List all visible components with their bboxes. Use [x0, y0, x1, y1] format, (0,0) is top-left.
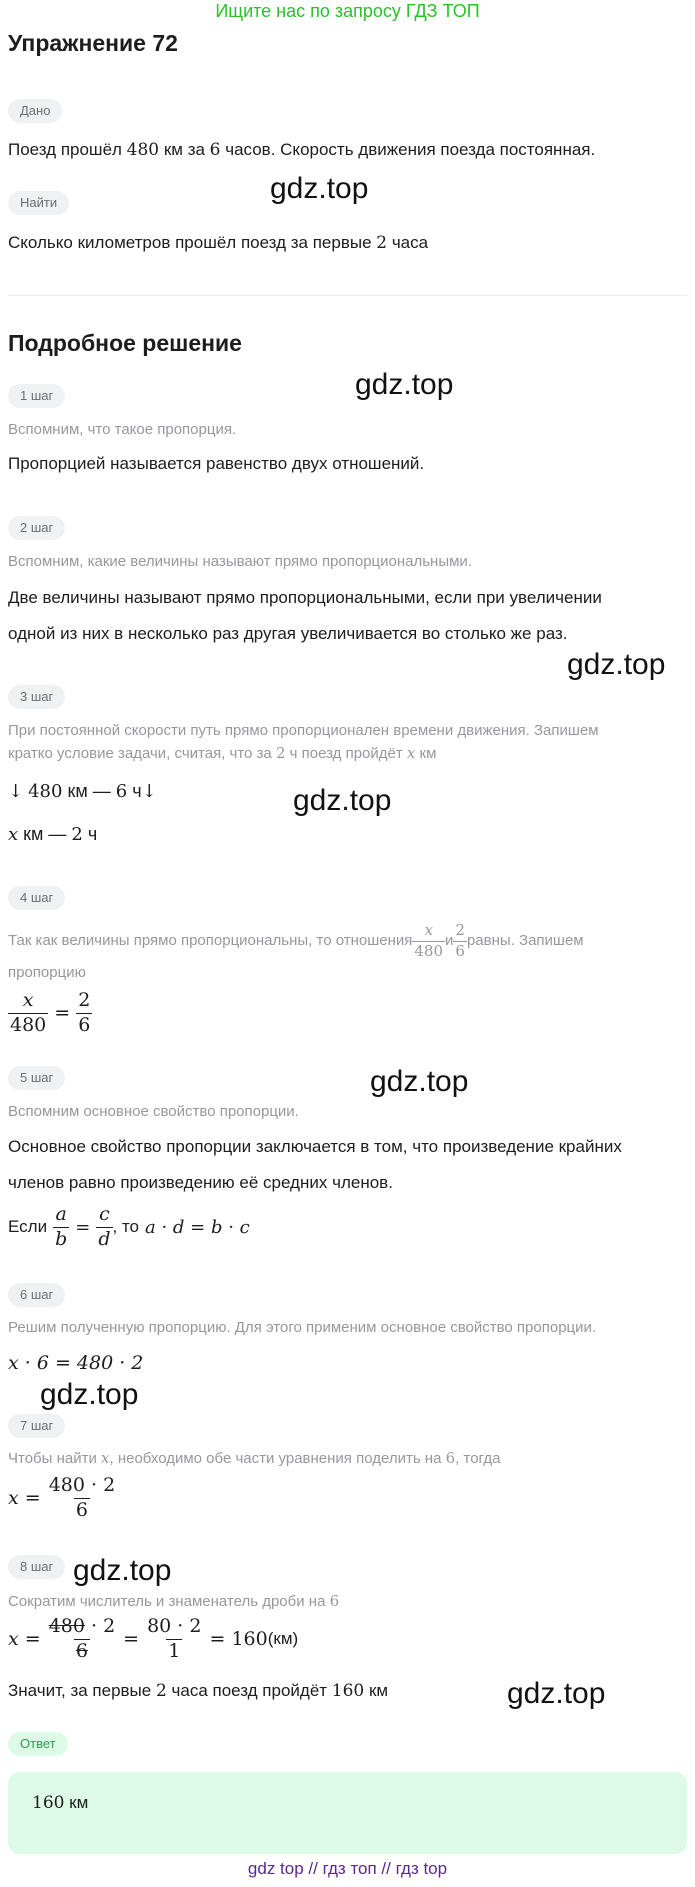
- footer-links[interactable]: gdz top // гдз топ // гдз top: [247, 1859, 448, 1878]
- watermark: gdz.top: [73, 1554, 172, 1587]
- step-7-equation: x = $\frac{480 \cdot 2}{6}$: [8, 1474, 116, 1521]
- step-6-hint: Решим полученную пропорцию. Для этого применим основное свойство пропорции.: [8, 1319, 597, 1336]
- step-5-property: Если $\frac{a}{b}$ = $\frac{c}{d}$ , то a · d = b · c: [8, 1203, 250, 1250]
- step-6-chip: 6 шаг: [8, 1283, 65, 1307]
- step-8-chip: 8 шаг: [8, 1555, 65, 1579]
- find-text: Сколько километров прошёл поезд за первые 2 часа: [8, 233, 429, 253]
- arrow-down-icon: ↓: [8, 781, 24, 802]
- ratio-fraction-1: $\frac{x}{480}$: [414, 921, 444, 960]
- given-chip: Дано: [8, 99, 62, 123]
- step-4-hint-line-2: пропорцию: [8, 964, 86, 981]
- step-3-chip: 3 шаг: [8, 685, 65, 709]
- watermark: gdz.top: [40, 1378, 139, 1411]
- step-3-hint-line-2: кратко условие задачи, считая, что за 2 ч поезд пройдёт x км: [8, 744, 437, 762]
- ratio-fraction-2: $\frac{2}{6}$: [455, 921, 465, 960]
- step-5-hint: Вспомним основное свойство пропорции.: [8, 1103, 299, 1120]
- step-6-expression: x · 6 = 480 · 2: [8, 1352, 144, 1374]
- step-8-conclusion: Значит, за первые 2 часа поезд пройдёт 160 км: [8, 1681, 389, 1701]
- step-2-line-1: Две величины называют прямо пропорциональными, если при увеличении: [8, 588, 602, 607]
- step-3-row-1: ↓ 480 км — 6 ч↓: [8, 781, 157, 802]
- solution-title: Подробное решение: [8, 330, 242, 356]
- section-divider: [8, 295, 687, 296]
- step-2-hint: Вспомним, какие величины называют прямо пропорциональными.: [8, 553, 472, 570]
- arrow-down-icon: ↓: [141, 781, 157, 802]
- given-text: Поезд прошёл 480 км за 6 часов. Скорость движения поезда постоянная.: [8, 140, 596, 160]
- find-chip: Найти: [8, 191, 69, 215]
- watermark: gdz.top: [370, 1065, 469, 1098]
- watermark: gdz.top: [355, 368, 454, 401]
- page-title: Упражнение 72: [8, 30, 178, 56]
- watermark: gdz.top: [507, 1677, 606, 1710]
- answer-value: 160 км: [32, 1793, 89, 1813]
- step-4-hint-line-1: Так как величины прямо пропорциональны, то отношения $\frac{x}{480}$ и $\frac{2}{6}$ равны. Запишем: [8, 921, 584, 960]
- step-2-chip: 2 шаг: [8, 516, 65, 540]
- step-8-hint: Сократим числитель и знаменатель дроби на 6: [8, 1592, 340, 1610]
- step-3-hint-line-1: При постоянной скорости путь прямо пропорционален времени движения. Запишем: [8, 722, 599, 739]
- answer-box: [8, 1772, 687, 1854]
- step-7-hint: Чтобы найти x, необходимо обе части уравнения поделить на 6, тогда: [8, 1449, 501, 1467]
- watermark: gdz.top: [567, 648, 666, 681]
- step-3-row-2: x км — 2 ч: [8, 824, 98, 845]
- step-4-chip: 4 шаг: [8, 886, 65, 910]
- step-2-line-2: одной из них в несколько раз другая увеличивается во столько же раз.: [8, 624, 568, 643]
- step-1-text: Пропорцией называется равенство двух отношений.: [8, 454, 425, 473]
- watermark: gdz.top: [293, 784, 392, 817]
- step-1-hint: Вспомним, что такое пропорция.: [8, 421, 237, 438]
- search-banner: Ищите нас по запросу ГДЗ ТОП: [215, 1, 480, 21]
- step-5-chip: 5 шаг: [8, 1066, 65, 1090]
- step-5-line-2: членов равно произведению её средних членов.: [8, 1173, 393, 1192]
- step-8-equation: x = $\frac{480 \cdot 2}{6}$ = $\frac{80 \cdot 2}{1}$ = 160 (км): [8, 1615, 299, 1662]
- step-1-chip: 1 шаг: [8, 384, 65, 408]
- answer-chip: Ответ: [8, 1732, 68, 1756]
- step-4-proportion: $\frac{x}{480}$ = $\frac{2}{6}$: [10, 989, 91, 1036]
- watermark: gdz.top: [270, 172, 369, 205]
- step-5-line-1: Основное свойство пропорции заключается в том, что произведение крайних: [8, 1137, 622, 1156]
- step-7-chip: 7 шаг: [8, 1414, 65, 1438]
